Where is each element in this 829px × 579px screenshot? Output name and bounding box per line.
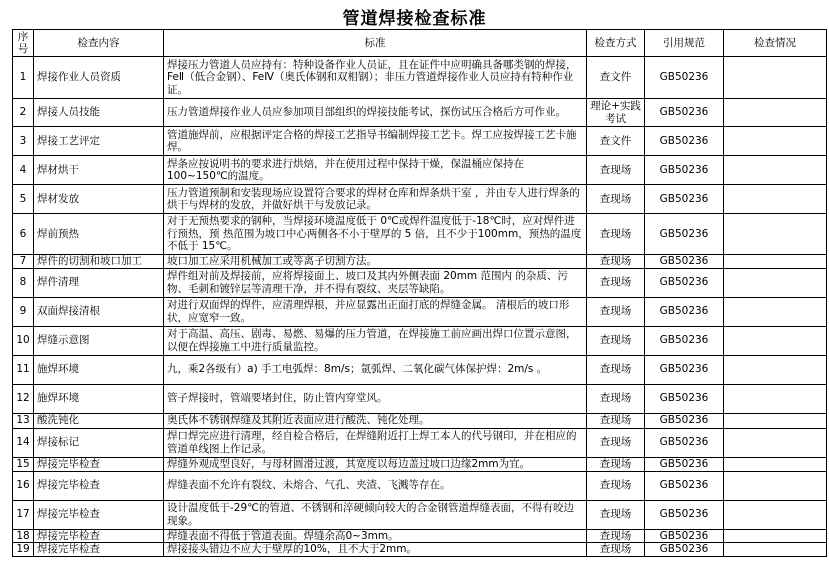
row-item: 焊接标记 [34,428,164,457]
row-seq: 13 [13,413,34,428]
row-result [724,471,827,500]
row-result [724,57,827,99]
row-standard: 压力管道焊接作业人员应参加项目部组织的焊接技能考试，探伤试压合格后方可作业。 [164,99,587,127]
row-method: 查文件 [587,127,645,156]
row-method: 查现场 [587,268,645,297]
row-standard: 对进行双面焊的焊件，应清理焊根，并应显露出正面打底的焊缝金属。 清根后的坡口形状，应宽窄一致。 [164,297,587,326]
row-seq: 19 [13,543,34,557]
row-method: 查现场 [587,428,645,457]
row-standard: 焊接接头错边不应大于壁厚的10%，且不大于2mm。 [164,543,587,557]
table-row [13,268,827,297]
row-method: 查现场 [587,255,645,269]
row-result [724,127,827,156]
row-standard: 奥氏体不锈钢焊缝及其附近表面应进行酸洗、钝化处理。 [164,413,587,428]
table-row [13,413,827,428]
table-row [13,326,827,355]
row-item: 焊前预热 [34,214,164,255]
row-item: 施焊环境 [34,384,164,413]
table-row [13,99,827,127]
row-standard: 焊接压力管道人员应持有：特种设备作业人员证，且在证件中应明确具备哪类钢的焊接，FeⅡ（低合金钢）、FeⅣ（奥氏体钢和双相钢）；非压力管道焊接作业人员应持有特种作业证。 [164,57,587,99]
row-result [724,413,827,428]
row-method: 查现场 [587,457,645,471]
table-row [13,297,827,326]
row-result [724,99,827,127]
row-method: 查现场 [587,471,645,500]
row-standard: 压力管道预制和安装现场应设置符合要求的焊材仓库和焊条烘干室 ，并由专人进行焊条的烘干与焊材的发放，并做好烘干与发放记录。 [164,185,587,214]
row-item: 焊接完毕检查 [34,543,164,557]
row-seq: 1 [13,57,34,99]
row-item: 焊接完毕检查 [34,500,164,529]
row-reference: GB50236 [645,255,724,269]
row-seq: 8 [13,268,34,297]
header-method: 检查方式 [587,30,645,57]
table-row [13,127,827,156]
row-standard: 坡口加工应采用机械加工或等离子切割方法。 [164,255,587,269]
row-reference: GB50236 [645,99,724,127]
table-row [13,57,827,99]
row-reference: GB50236 [645,500,724,529]
row-standard: 焊缝表面不得低于管道表面。焊缝余高0~3mm。 [164,529,587,543]
row-reference: GB50236 [645,326,724,355]
row-reference: GB50236 [645,57,724,99]
row-standard: 设计温度低于-29℃的管道、不锈钢和淬硬倾向较大的合金钢管道焊缝表面，不得有咬边现象。 [164,500,587,529]
header-item: 检查内容 [34,30,164,57]
row-seq: 14 [13,428,34,457]
table-row [13,156,827,185]
row-item: 焊缝示意图 [34,326,164,355]
table-row [13,428,827,457]
row-reference: GB50236 [645,127,724,156]
row-item: 焊接人员技能 [34,99,164,127]
table-row [13,529,827,543]
row-reference: GB50236 [645,529,724,543]
row-method: 查现场 [587,156,645,185]
row-seq: 6 [13,214,34,255]
row-seq: 12 [13,384,34,413]
header-reference: 引用规范 [645,30,724,57]
row-seq: 7 [13,255,34,269]
row-item: 焊件的切割和坡口加工 [34,255,164,269]
row-reference: GB50236 [645,355,724,384]
table-row [13,355,827,384]
row-reference: GB50236 [645,297,724,326]
row-seq: 10 [13,326,34,355]
row-reference: GB50236 [645,428,724,457]
row-item: 焊件清理 [34,268,164,297]
row-reference: GB50236 [645,543,724,557]
row-method: 查现场 [587,326,645,355]
row-reference: GB50236 [645,185,724,214]
table-row [13,214,827,255]
row-reference: GB50236 [645,384,724,413]
row-result [724,355,827,384]
row-result [724,543,827,557]
row-standard: 管子焊接时，管端要堵封住，防止管内穿堂风。 [164,384,587,413]
row-item: 焊材发放 [34,185,164,214]
row-standard: 焊缝外观成型良好，与母材圆滑过渡，其宽度以每边盖过坡口边缘2mm为宜。 [164,457,587,471]
row-standard: 焊缝表面不允许有裂纹、未熔合、气孔、夹渣、飞溅等存在。 [164,471,587,500]
row-method: 查现场 [587,214,645,255]
row-method: 查现场 [587,529,645,543]
row-seq: 2 [13,99,34,127]
row-result [724,297,827,326]
table-body [13,57,827,557]
table-row [13,255,827,269]
row-result [724,384,827,413]
row-seq: 16 [13,471,34,500]
row-item: 焊接作业人员资质 [34,57,164,99]
row-standard: 焊口焊完应进行清理，经自检合格后，在焊缝附近打上焊工本人的代号钢印，并在相应的管道单线图上作记录。 [164,428,587,457]
row-item: 焊接完毕检查 [34,471,164,500]
row-reference: GB50236 [645,268,724,297]
row-method: 查现场 [587,297,645,326]
row-reference: GB50236 [645,413,724,428]
header-result: 检查情况 [724,30,827,57]
row-result [724,326,827,355]
header-seq: 序号 [13,30,34,57]
table-row [13,185,827,214]
row-seq: 11 [13,355,34,384]
table-row [13,457,827,471]
row-seq: 3 [13,127,34,156]
row-reference: GB50236 [645,156,724,185]
table-row [13,471,827,500]
row-seq: 17 [13,500,34,529]
row-seq: 18 [13,529,34,543]
inspection-table [12,29,827,557]
row-item: 焊接工艺评定 [34,127,164,156]
row-item: 双面焊接清根 [34,297,164,326]
row-reference: GB50236 [645,214,724,255]
row-standard: 焊件组对前及焊接前，应将焊接面上、坡口及其内外侧表面 20mm 范围内 的杂质、污物、毛刺和镀锌层等清理干净，并不得有裂纹、夹层等缺陷。 [164,268,587,297]
table-row [13,543,827,557]
row-item: 焊接完毕检查 [34,529,164,543]
row-seq: 4 [13,156,34,185]
row-standard: 九，乘2各级有）a) 手工电弧焊：8m/s；氩弧焊、二氧化碳气体保护焊：2m/s 。 [164,355,587,384]
table-header-row [13,30,827,57]
row-method: 查现场 [587,384,645,413]
row-method: 查现场 [587,355,645,384]
row-item: 焊接完毕检查 [34,457,164,471]
row-result [724,457,827,471]
row-method: 查现场 [587,413,645,428]
row-seq: 9 [13,297,34,326]
row-result [724,185,827,214]
row-item: 施焊环境 [34,355,164,384]
row-method: 查现场 [587,543,645,557]
table-row [13,500,827,529]
row-method: 查现场 [587,500,645,529]
row-item: 焊材烘干 [34,156,164,185]
row-seq: 15 [13,457,34,471]
row-result [724,156,827,185]
row-method: 查文件 [587,57,645,99]
row-standard: 对于无预热要求的钢种，当焊接环境温度低于 0℃或焊件温度低于-18℃时，应对焊件进行预热，预 热范围为坡口中心两侧各不小于壁厚的 5 倍，且不少于100mm，预热的温度不低于 15℃。 [164,214,587,255]
row-reference: GB50236 [645,457,724,471]
row-standard: 管道施焊前，应根据评定合格的焊接工艺指导书编制焊接工艺卡。焊工应按焊接工艺卡施焊。 [164,127,587,156]
row-method: 理论+实践考试 [587,99,645,127]
row-result [724,255,827,269]
row-result [724,500,827,529]
row-result [724,529,827,543]
header-standard: 标准 [164,30,587,57]
row-method: 查现场 [587,185,645,214]
row-reference: GB50236 [645,471,724,500]
row-standard: 焊条应按说明书的要求进行烘焙，并在使用过程中保持干燥，保温桶应保持在100~150℃的温度。 [164,156,587,185]
row-seq: 5 [13,185,34,214]
table-row [13,384,827,413]
row-standard: 对于高温、高压、剧毒、易燃、易爆的压力管道，在焊接施工前应画出焊口位置示意图，以便在焊接施工中进行质量监控。 [164,326,587,355]
row-item: 酸洗钝化 [34,413,164,428]
row-result [724,428,827,457]
row-result [724,214,827,255]
document-title: 管道焊接检查标准 [342,9,487,29]
row-result [724,268,827,297]
